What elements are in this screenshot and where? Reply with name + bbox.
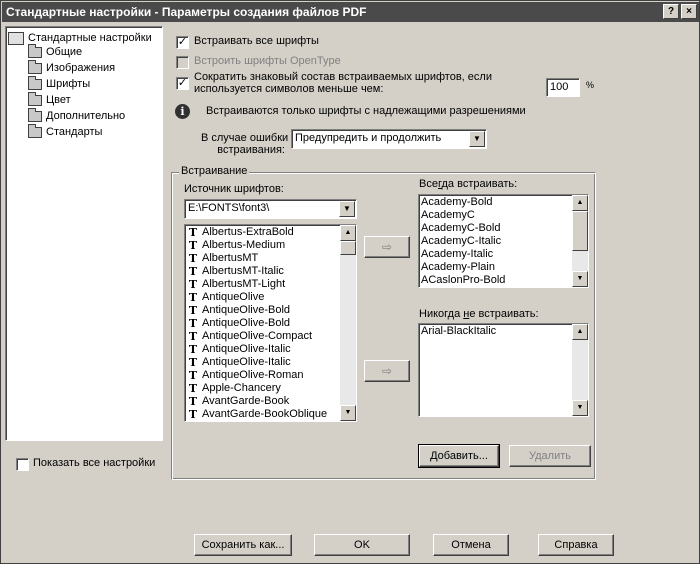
font-type-icon: T [188, 278, 198, 291]
font-list-item[interactable] [185, 265, 356, 278]
subset-label-line1: Сократить знаковый состав встраиваемых шрифтов, если [194, 71, 492, 83]
font-type-icon: T [188, 317, 198, 330]
scroll-down-icon[interactable]: ▼ [572, 271, 588, 287]
scroll-down-icon[interactable]: ▼ [572, 400, 588, 416]
font-list-item[interactable] [185, 330, 356, 343]
font-name: AvantGarde-Book [202, 395, 290, 407]
font-list-item[interactable] [185, 317, 356, 330]
font-list-item[interactable] [419, 222, 588, 235]
help-title-button[interactable]: ? [663, 4, 679, 19]
font-name: AcademyC-Italic [421, 235, 502, 247]
always-fonts-list[interactable] [418, 194, 589, 288]
font-list-item[interactable] [419, 235, 588, 248]
font-list-item[interactable] [185, 304, 356, 317]
font-list-item[interactable] [185, 343, 356, 356]
font-list-item[interactable] [185, 239, 356, 252]
font-name: AntiqueOlive-Italic [202, 356, 291, 368]
scroll-up-icon[interactable]: ▲ [572, 195, 588, 211]
chevron-down-icon[interactable]: ▼ [469, 131, 485, 147]
source-value: E:\FONTS\font3\ [188, 202, 270, 214]
font-list-item[interactable] [185, 369, 356, 382]
font-name: AcademyC [421, 209, 475, 221]
tree-item-label: Изображения [46, 62, 116, 74]
font-name: AlbertusMT-Light [202, 278, 286, 290]
scroll-up-icon[interactable]: ▲ [572, 324, 588, 340]
font-name: Academy-Bold [421, 196, 493, 208]
embed-all-checkbox[interactable]: ✓ [177, 36, 188, 48]
folder-icon [28, 79, 42, 90]
font-type-icon: T [188, 356, 198, 369]
add-never-arrow-button[interactable]: ⇨ [364, 360, 410, 382]
font-list-item[interactable] [185, 395, 356, 408]
source-scrollbar[interactable] [340, 225, 356, 421]
scroll-thumb[interactable] [340, 241, 356, 255]
scroll-down-icon[interactable]: ▼ [340, 405, 356, 421]
tree-root-label: Стандартные настройки [28, 32, 152, 44]
close-title-button[interactable]: × [681, 4, 697, 19]
font-name: AntiqueOlive-Bold [202, 304, 291, 316]
subset-percent-input[interactable]: 100 [546, 78, 580, 97]
add-always-arrow-button[interactable]: ⇨ [364, 236, 410, 258]
tree-item-fonts[interactable] [28, 76, 90, 92]
font-name: AntiqueOlive [202, 291, 265, 303]
font-name: AcademyC-Bold [421, 222, 501, 234]
font-name: ACaslonPro-Bold [421, 274, 506, 286]
window-title: Стандартные настройки - Параметры создания файлов PDF [6, 5, 367, 19]
font-type-icon: T [188, 369, 198, 382]
settings-root-icon [8, 32, 24, 45]
show-all-label: Показать все настройки [33, 457, 156, 469]
font-name: AntiqueOlive-Roman [202, 369, 304, 381]
font-name: AlbertusMT-Italic [202, 265, 284, 277]
font-name: Academy-Italic [421, 248, 494, 260]
font-type-icon: T [188, 291, 198, 304]
folder-icon [28, 63, 42, 74]
font-list-item[interactable] [185, 278, 356, 291]
never-label: Никогда не встраивать: [419, 308, 539, 320]
font-name: Apple-Chancery [202, 382, 281, 394]
tree-item-general[interactable] [28, 44, 82, 60]
never-fonts-list[interactable] [418, 323, 589, 417]
font-type-icon: T [188, 382, 198, 395]
on-error-label-line2: встраивания: [217, 144, 285, 156]
folder-icon [28, 95, 42, 106]
font-name: AntiqueOlive-Bold [202, 317, 291, 329]
font-list-item[interactable] [185, 252, 356, 265]
on-error-label-line1: В случае ошибки [201, 132, 289, 144]
font-list-item[interactable] [185, 226, 356, 239]
font-list-item[interactable] [185, 356, 356, 369]
always-label: Всегда встраивать: [419, 178, 518, 190]
source-fonts-list[interactable] [184, 224, 357, 422]
font-name: AvantGarde-BookOblique [202, 408, 328, 420]
font-list-item[interactable] [419, 261, 588, 274]
title-buttons [663, 4, 697, 19]
scroll-thumb[interactable] [572, 211, 588, 251]
tree-item-label: Дополнительно [46, 110, 126, 122]
subset-checkbox[interactable]: ✓ [177, 77, 188, 89]
info-icon: i [175, 104, 190, 119]
font-type-icon: T [188, 408, 198, 421]
on-error-select[interactable] [291, 129, 487, 149]
embedding-group-title: Встраивание [181, 165, 248, 177]
font-list-item[interactable] [419, 209, 588, 222]
folder-icon [28, 127, 42, 138]
tree-item-advanced[interactable] [28, 108, 125, 124]
font-type-icon: T [188, 239, 198, 252]
source-select[interactable] [184, 199, 357, 219]
tree-item-color[interactable] [28, 92, 71, 108]
font-name: AntiqueOlive-Compact [202, 330, 313, 342]
add-button[interactable]: Добавить... [419, 445, 499, 467]
font-list-item[interactable] [185, 408, 356, 421]
tree-item-label: Цвет [46, 94, 71, 106]
font-type-icon: T [188, 226, 198, 239]
subset-label-line2: используется символов меньше чем: [194, 83, 384, 95]
font-type-icon: T [188, 330, 198, 343]
tree-item-label: Общие [46, 46, 83, 58]
font-list-item[interactable] [419, 248, 588, 261]
font-type-icon: T [188, 343, 198, 356]
show-all-checkbox[interactable] [16, 458, 29, 471]
tree-item-label: Стандарты [46, 126, 103, 138]
font-type-icon: T [188, 252, 198, 265]
folder-icon [28, 111, 42, 122]
tree-item-images[interactable] [28, 60, 115, 76]
tree-item-label: Шрифты [46, 78, 91, 90]
font-list-item[interactable] [185, 291, 356, 304]
font-list-item[interactable] [419, 196, 588, 209]
font-name: AlbertusMT [202, 252, 259, 264]
help-button[interactable]: Справка [538, 534, 614, 556]
save-as-button[interactable]: Сохранить как... [194, 534, 292, 556]
font-name: Academy-Plain [421, 261, 495, 273]
font-name: AntiqueOlive-Italic [202, 343, 291, 355]
font-type-icon: T [188, 304, 198, 317]
always-scrollbar[interactable] [572, 195, 588, 287]
percent-unit: % [586, 80, 595, 90]
title-bar [2, 2, 699, 22]
settings-tree[interactable] [5, 26, 163, 441]
remove-button[interactable]: Удалить [509, 445, 591, 467]
font-name: Albertus-ExtraBold [202, 226, 294, 238]
embed-opentype-checkbox[interactable] [176, 56, 189, 69]
source-label: Источник шрифтов: [184, 183, 284, 195]
on-error-value: Предупредить и продолжить [295, 132, 442, 144]
chevron-down-icon[interactable]: ▼ [339, 201, 355, 217]
font-list-item[interactable] [419, 274, 588, 287]
font-type-icon: T [188, 265, 198, 278]
info-text: Встраиваются только шрифты с надлежащими разрешениями [206, 105, 526, 117]
folder-icon [28, 47, 42, 58]
ok-button[interactable]: OK [314, 534, 410, 556]
font-type-icon: T [188, 395, 198, 408]
scroll-up-icon[interactable]: ▲ [340, 225, 356, 241]
font-list-item[interactable] [185, 382, 356, 395]
font-name: Albertus-Medium [202, 239, 286, 251]
font-name: Arial-BlackItalic [421, 325, 497, 337]
tree-item-standards[interactable] [28, 124, 102, 140]
never-scrollbar[interactable] [572, 324, 588, 416]
embed-opentype-label: Встроить шрифты OpenType [194, 55, 341, 67]
embed-all-label: Встраивать все шрифты [194, 35, 319, 47]
cancel-button[interactable]: Отмена [433, 534, 509, 556]
font-list-item[interactable] [419, 325, 588, 338]
